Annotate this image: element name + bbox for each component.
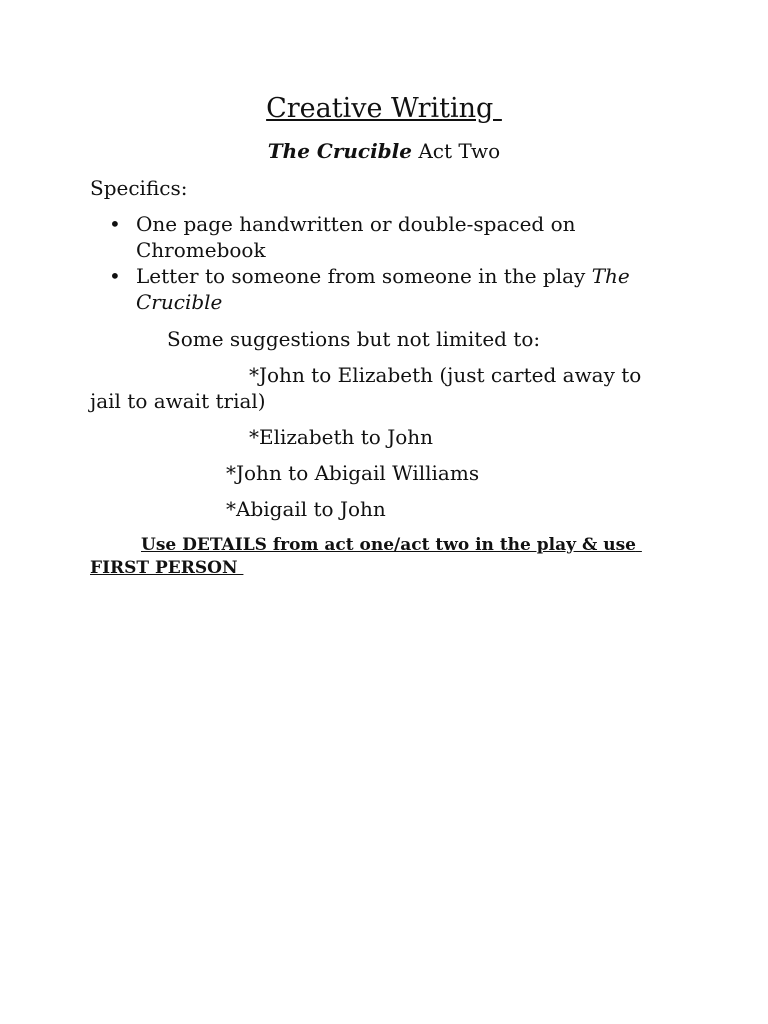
suggestions-intro: Some suggestions but not limited to: bbox=[167, 327, 541, 351]
document-title: Creative Writing bbox=[266, 93, 502, 124]
document-subtitle bbox=[0, 138, 768, 164]
bullet-icon: • bbox=[109, 264, 121, 288]
list-item bbox=[90, 211, 650, 263]
book-title: The Crucible bbox=[267, 139, 412, 163]
bullet-icon: • bbox=[109, 212, 121, 236]
specifics-label: Specifics: bbox=[90, 176, 188, 200]
subtitle-act: Act Two bbox=[412, 139, 501, 163]
suggestion-item: *John to Elizabeth (just carted away to jail to await trial) bbox=[90, 363, 642, 413]
list-item bbox=[90, 263, 650, 315]
suggestion-item: *Abigail to John bbox=[226, 497, 386, 521]
suggestion-item: *John to Abigail Williams bbox=[226, 461, 480, 485]
specifics-list bbox=[90, 211, 650, 315]
bullet-text: One page handwritten or double-spaced on Chromebook bbox=[136, 212, 576, 262]
assignment-instruction: Use DETAILS from act one/act two in the play & use FIRST PERSON bbox=[90, 535, 642, 578]
bullet-text: Letter to someone from someone in the play bbox=[136, 264, 592, 288]
bullet-italic-text: The Crucible bbox=[136, 264, 630, 314]
suggestion-item: *Elizabeth to John bbox=[249, 425, 434, 449]
